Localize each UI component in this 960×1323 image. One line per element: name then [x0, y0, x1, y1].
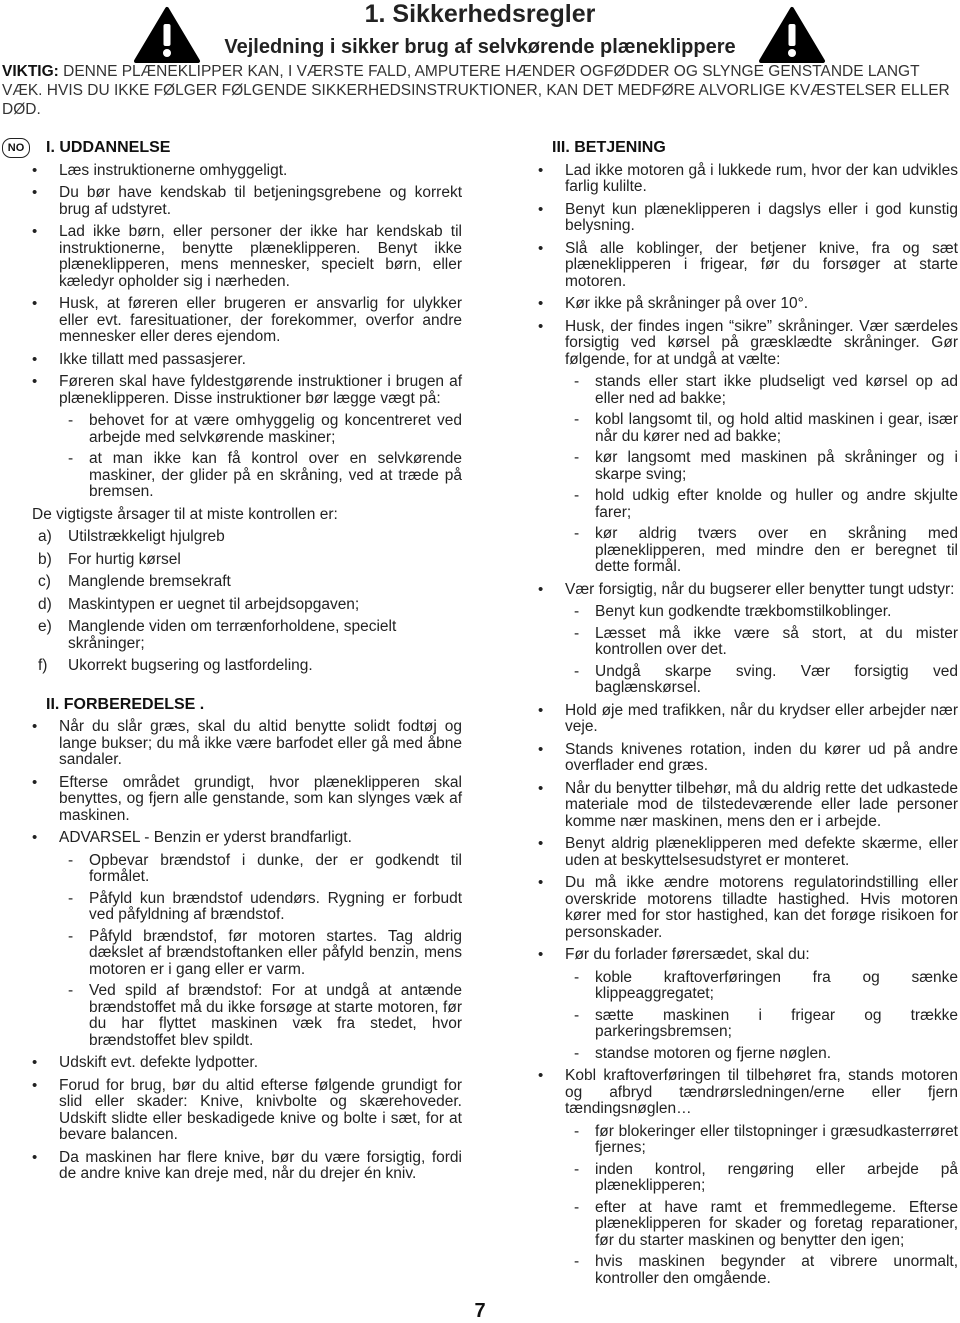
right-column — [538, 140, 958, 1293]
causes-intro: De vigtigste årsager til at miste kontrollen er: — [32, 505, 338, 523]
sub-list-item: - før blokeringer eller tilstopninger i græsudkasterrøret fjernes; — [565, 1124, 958, 1157]
cause-item — [32, 597, 462, 614]
list-item: • Lad ikke motoren gå i lukkede rum, hvor der kan udvikles farlig kulilte. — [538, 163, 958, 196]
sub-list-item: - Påfyld brændstof, før motoren startes. Tag aldrig dækslet af brændstoftanken eller påfyld benzin, mens motoren er i gang eller er varm. — [59, 929, 462, 979]
cause-label: f) — [38, 657, 48, 674]
list-item: • Ikke tillatt med passasjerer. — [32, 352, 462, 369]
list-item — [538, 319, 958, 576]
list-item-text: Vær forsigtig, når du bugserer eller benytter tungt udstyr: — [565, 580, 955, 598]
cause-text: Manglende viden om terrænforholdene, specielt skråninger; — [68, 618, 397, 652]
warning-text: DENNE PLÆNEKLIPPER KAN, I VÆRSTE FALD, AMPUTERE HÆNDER OGFØDDER OG SLYNGE GENSTANDE LANGT VÆK. HVIS DU IKKE FØLGER FØLGENDE SIKKERHEDSINSTRUKTIONER, KAN DET MEDFØRE ALVORLIGE KVÆSTELSER ELLER DØD. — [2, 63, 950, 118]
list-item: • Lad ikke børn, eller personer der ikke har kendskab til instruktionerne, benytte plæneklipperen. Benyt ikke plæneklipperen, mens mennesker, specielt børn, eller kæledyr opholder sig i nærheden. — [32, 224, 462, 290]
emphasis-sublist — [59, 413, 462, 501]
sub-list-item: - hold udkig efter knolde og huller og andre skjulte farer; — [565, 488, 958, 521]
page-subtitle: Vejledning i sikker brug af selvkørende plæneklippere — [224, 36, 736, 58]
stop-engine-sublist — [565, 1124, 958, 1288]
warning-prefix: VIKTIG: — [2, 63, 59, 80]
cause-text: Maskintypen er uegnet til arbejdsopgaven; — [68, 595, 360, 613]
cause-text: Utilstrækkeligt hjulgreb — [68, 528, 225, 545]
list-item: • Du bør have kendskab til betjeningsgrebene og korrekt brug af udstyret. — [32, 185, 462, 218]
list-item-text: ADVARSEL - Benzin er yderst brandfarligt. — [59, 829, 352, 846]
slope-sublist — [565, 374, 958, 576]
forberedelse-list — [32, 719, 462, 1183]
sub-list-item: - koble kraftoverføringen fra og sænke klippeaggregatet; — [565, 970, 958, 1003]
cause-label: d) — [38, 595, 52, 613]
list-item: • Når du benytter tilbehør, må du aldrig rette det udkastede materiale mod de tilstedeværende eller lade personer komme nær maskinen, mens den er i arbejde. — [538, 781, 958, 831]
list-item — [538, 582, 958, 697]
towing-sublist — [565, 604, 958, 697]
cause-item — [32, 658, 462, 675]
causes-list — [32, 529, 462, 675]
sub-list-item: - kør aldrig tværs over en skråning med plæneklipperen, med mindre den er beregnet til dette formål. — [565, 526, 958, 576]
list-item: • Læs instruktionerne omhyggeligt. — [32, 163, 462, 180]
cause-item — [32, 529, 462, 546]
list-item: • Stands knivenes rotation, inden du kører ud på andre overflader end græs. — [538, 742, 958, 775]
language-badge: NO — [2, 138, 30, 158]
page-title: 1. Sikkerhedsregler — [364, 0, 596, 28]
list-item: • Hold øje med trafikken, når du krydser eller arbejder nær veje. — [538, 703, 958, 736]
sub-list-item: - Læsset må ikke være så stort, at du mister kontrollen over det. — [565, 626, 958, 659]
sub-list-item: - efter at have ramt et fremmedlegeme. Efterse plæneklipperen for skader og foretag reparationer, før du starter maskinen og benytter den igen; — [565, 1200, 958, 1250]
cause-label: a) — [38, 528, 52, 545]
list-item: • Forud for brug, bør du altid efterse følgende grundigt for slid eller skader: Knive, knivbolte og skærehoveder. Udskift slidte eller beskadigede knive og bolte i sæt, for at bevare balancen. — [32, 1078, 462, 1144]
cause-text: For hurtig kørsel — [68, 550, 181, 568]
cause-label: c) — [38, 573, 51, 590]
cause-item — [32, 552, 462, 569]
list-item — [32, 830, 462, 1049]
list-item-text: Føreren skal have fyldestgørende instruktioner i brugen af plæneklipperen. Disse instruktioner bør lægge vægt på: — [59, 373, 462, 407]
sub-list-item: - kobl langsomt til, og hold altid maskinen i gear, især når du kører ned ad bakke; — [565, 412, 958, 445]
list-item: • Når du slår græs, skal du altid benytte solidt fodtøj og lange bukser; du må ikke være barfodet eller gå med åbne sandaler. — [32, 719, 462, 769]
list-item: • Benyt kun plæneklipperen i dagslys eller i god kunstig belysning. — [538, 202, 958, 235]
list-item — [538, 1068, 958, 1287]
cause-label: e) — [38, 618, 52, 635]
list-item: • Udskift evt. defekte lydpotter. — [32, 1055, 462, 1072]
cause-text: Manglende bremsekraft — [68, 573, 231, 590]
sub-list-item: - standse motoren og fjerne nøglen. — [565, 1046, 958, 1063]
section-heading-uddannelse: I. UDDANNELSE — [46, 139, 171, 156]
sub-list-item: - inden kontrol, rengøring eller arbejde på plæneklipperen; — [565, 1162, 958, 1195]
list-item: • Efterse området grundigt, hvor plæneklipperen skal benyttes, og fjern alle genstande, som kan slynges væk af maskinen. — [32, 775, 462, 825]
left-column — [32, 140, 462, 1189]
cause-item — [32, 574, 462, 591]
cause-item — [32, 619, 462, 652]
sub-list-item: - sætte maskinen i frigear og trække parkeringsbremsen; — [565, 1008, 958, 1041]
fuel-sublist — [59, 853, 462, 1050]
sub-list-item: - kør langsomt med maskinen på skråninger og i skarpe sving; — [565, 450, 958, 483]
section-heading-betjening: III. BETJENING — [552, 139, 666, 156]
list-item-text: Kobl kraftoverføringen til tilbehøret fra, stands motoren og afbryd tændrørsledningen/erne eller fjern tændingsnøglen… — [565, 1067, 958, 1117]
list-item: • Slå alle koblinger, der betjener knive, fra og sæt plæneklipperen i frigear, før du forsøger at starte motoren. — [538, 241, 958, 291]
cause-text: Ukorrekt bugsering og lastfordeling. — [68, 657, 313, 674]
list-item: • Da maskinen har flere knive, bør du være forsigtig, fordi de andre knive kan dreje med, når du drejer én kniv. — [32, 1150, 462, 1183]
list-item: • Kør ikke på skråninger på over 10°. — [538, 296, 958, 313]
sub-list-item: - behovet for at være omhyggelig og koncentreret ved arbejde med selvkørende maskiner; — [59, 413, 462, 446]
list-item-text: Før du forlader førersædet, skal du: — [565, 946, 810, 963]
uddannelse-list — [32, 163, 462, 501]
sub-list-item: - stands eller start ikke pludseligt ved kørsel op ad eller ned ad bakke; — [565, 374, 958, 407]
sub-list-item: - hvis maskinen begynder at vibrere unormalt, kontroller den omgående. — [565, 1254, 958, 1287]
sub-list-item: - Påfyld kun brændstof udendørs. Rygning er forbudt ved påfyldning af brændstof. — [59, 891, 462, 924]
list-item — [538, 947, 958, 1062]
page-number: 7 — [474, 1300, 486, 1322]
sub-list-item: - Opbevar brændstof i dunke, der er godkendt til formålet. — [59, 853, 462, 886]
leave-seat-sublist — [565, 970, 958, 1063]
list-item — [32, 374, 462, 501]
list-item: • Benyt aldrig plæneklipperen med defekte skærme, eller uden at beskyttelsesudstyret er monteret. — [538, 836, 958, 869]
list-item: • Husk, at føreren eller brugeren er ansvarlig for ulykker eller evt. faresituationer, der forekommer, overfor andre mennesker eller deres ejendom. — [32, 296, 462, 346]
sub-list-item: - Benyt kun godkendte trækbomstilkoblinger. — [565, 604, 958, 621]
list-item: • Du må ikke ændre motorens regulatorindstilling eller overskride motorens tilladte hastighed. Hvis motoren kører med for stor hastighed, kan det forøge risikoen for personskader. — [538, 875, 958, 941]
sub-list-item: - at man ikke kan få kontrol over en selvkørende maskiner, der glider på en skråning, ved at træde på bremsen. — [59, 451, 462, 501]
section-heading-forberedelse: II. FORBEREDELSE . — [46, 695, 205, 713]
safety-warning — [2, 62, 957, 119]
betjening-list — [538, 163, 958, 1288]
sub-list-item: - Undgå skarpe sving. Vær forsigtig ved baglænskørsel. — [565, 664, 958, 697]
list-item-text: Husk, der findes ingen “sikre” skråninger. Vær særdeles forsigtig ved kørsel på græsklædte skråninger. Gør følgende, for at undgå at vælte: — [565, 317, 958, 368]
sub-list-item: - Ved spild af brændstof: For at undgå at antænde brændstoffet må du ikke forsøge at starte motoren, før du har flyttet maskinen væk fra stedet, hvor brændstoffet blev spildt. — [59, 983, 462, 1049]
cause-label: b) — [38, 550, 52, 568]
